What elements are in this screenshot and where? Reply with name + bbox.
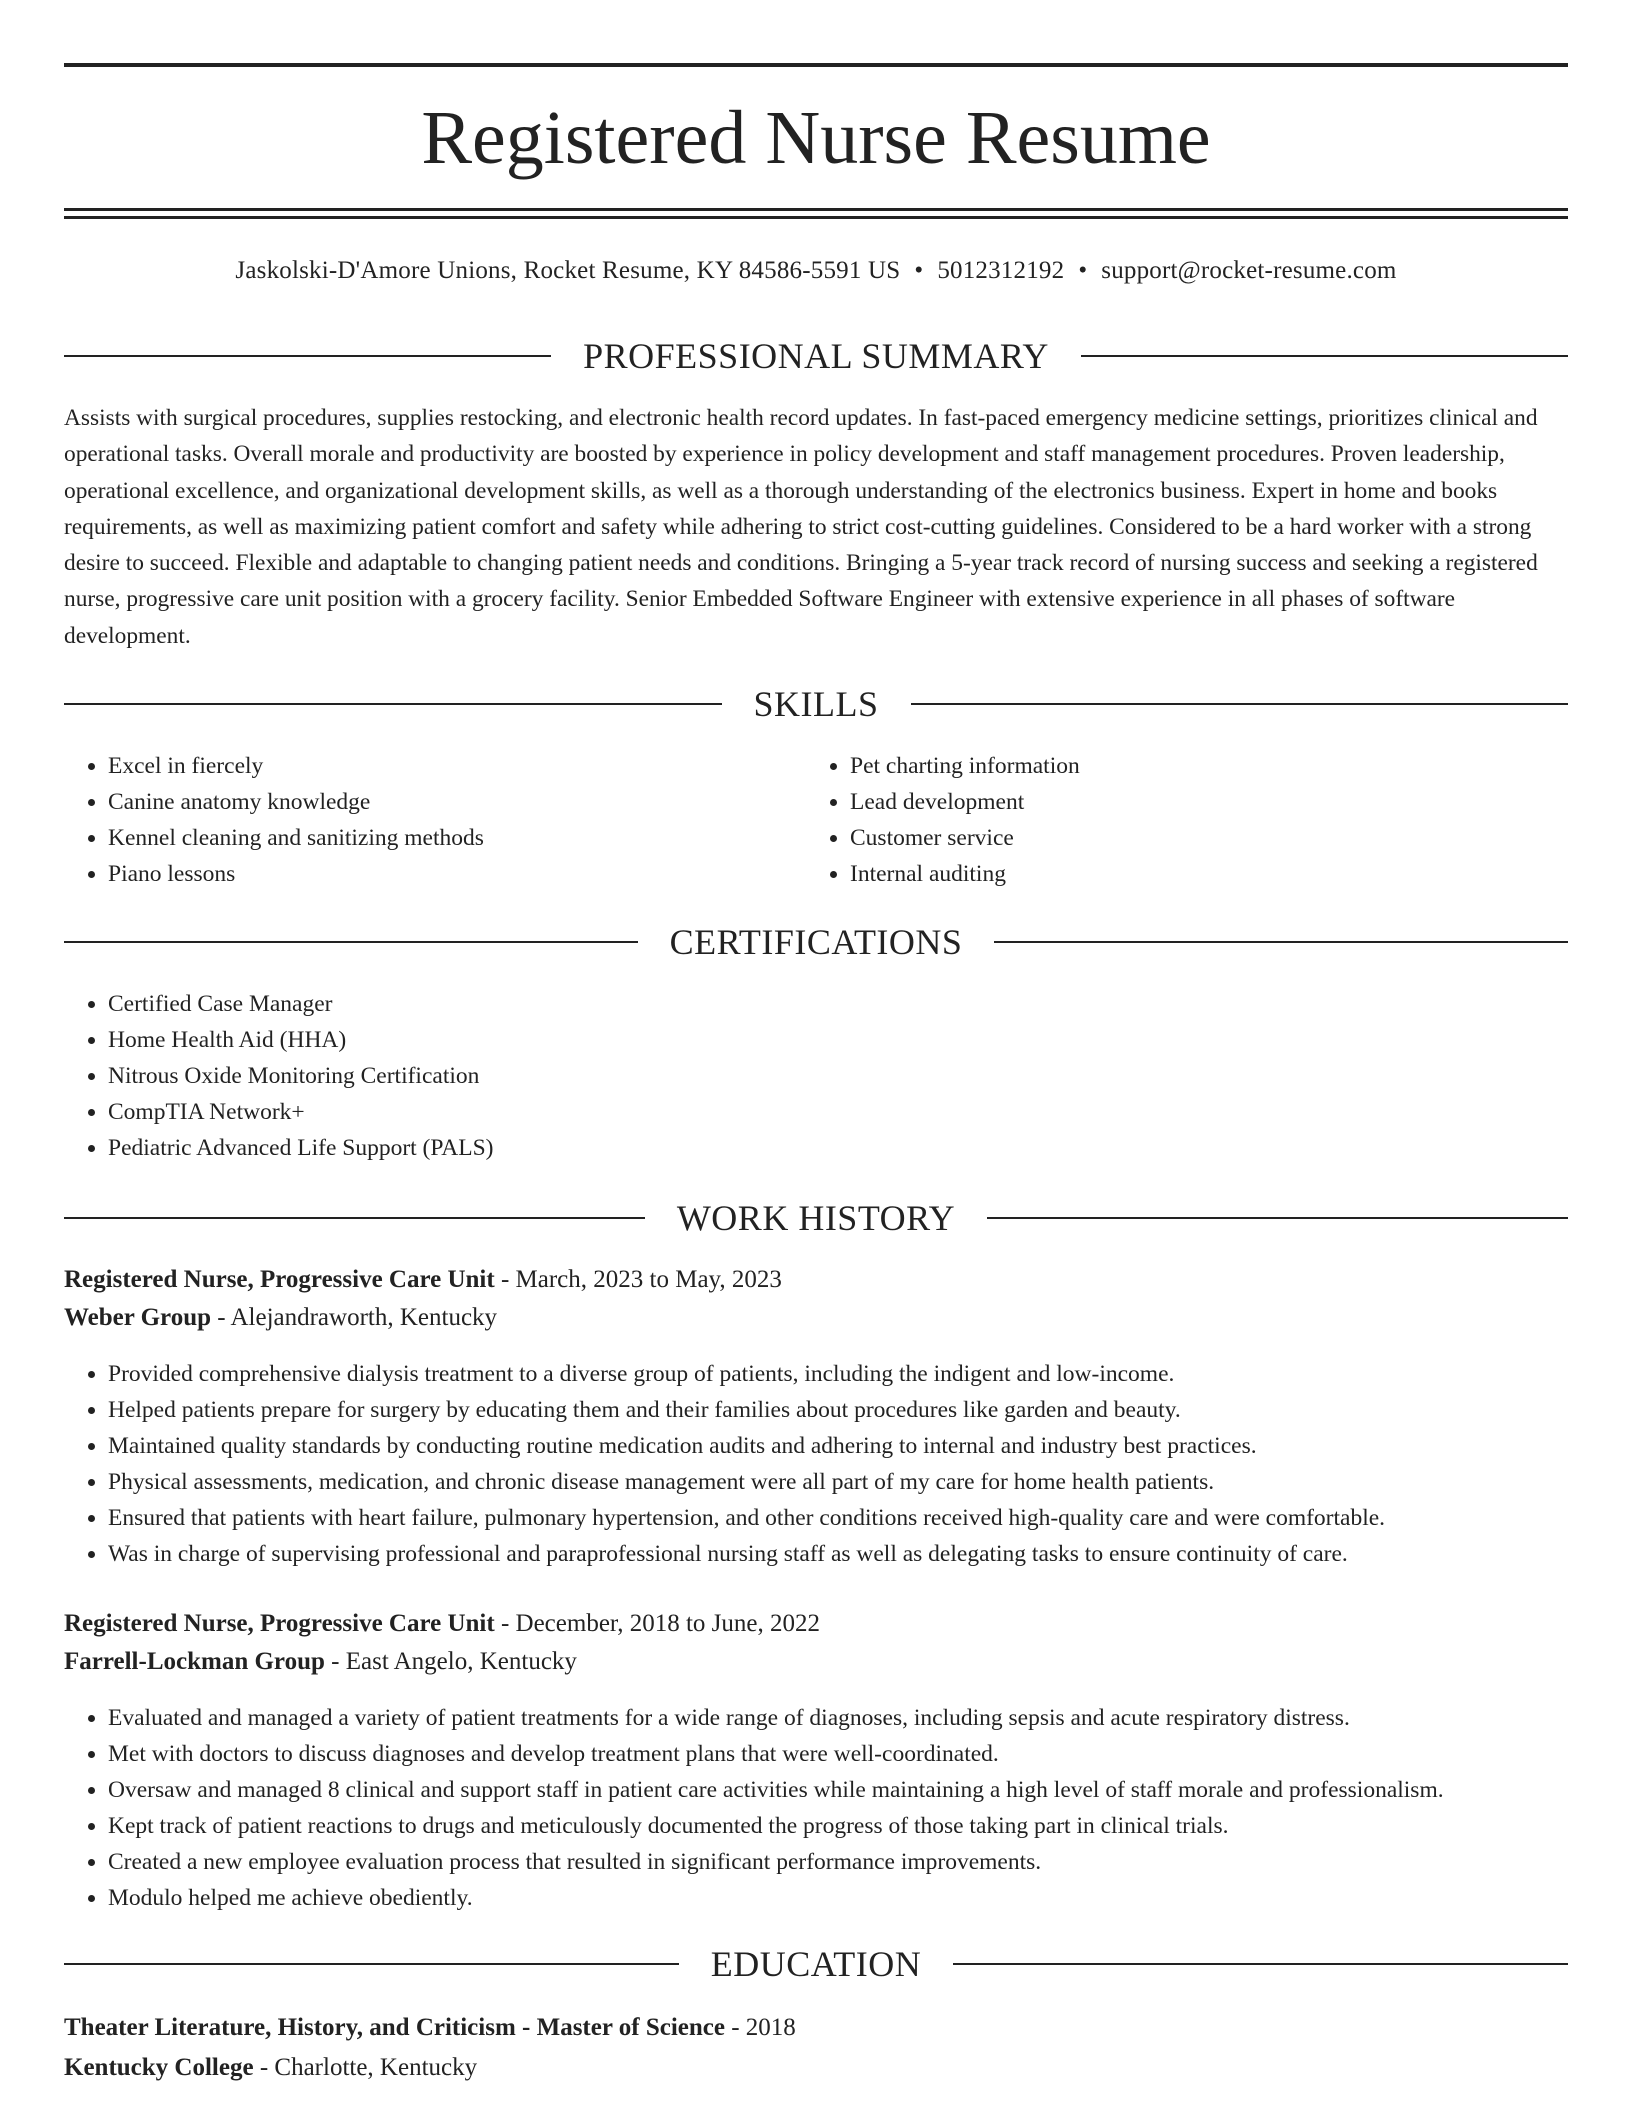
top-rule: [64, 63, 1568, 67]
skill-item: • Internal auditing: [850, 856, 1080, 892]
contact-line: [64, 255, 1568, 287]
job-bullets: [64, 1356, 1385, 1572]
contact-address: Jaskolski-D'Amore Unions, Rocket Resume, KY 84586-5591 US: [235, 257, 901, 284]
contact-separator: •: [914, 257, 924, 284]
section-title: PROFESSIONAL SUMMARY: [583, 336, 1049, 376]
job-bullet: • Helped patients prepare for surgery by educating them and their families about procedures like garden and beauty.: [108, 1392, 1385, 1428]
heading-rule: [64, 941, 638, 943]
job-company: Weber Group: [64, 1304, 212, 1331]
certification-item: • Home Health Aid (HHA): [108, 1022, 494, 1058]
section-heading-certifications: [64, 922, 1568, 962]
job-company: Farrell-Lockman Group: [64, 1648, 325, 1675]
certification-item: • Nitrous Oxide Monitoring Certification: [108, 1058, 494, 1094]
job-dates: March, 2023 to May, 2023: [515, 1266, 782, 1293]
skill-item: • Excel in fiercely: [108, 748, 484, 784]
contact-email: support@rocket-resume.com: [1101, 257, 1397, 284]
heading-rule: [987, 1217, 1568, 1219]
job-bullets: [64, 1700, 1444, 1916]
heading-rule: [1081, 355, 1568, 357]
job-bullet: • Modulo helped me achieve obediently.: [108, 1880, 1444, 1916]
dash: -: [500, 1266, 510, 1293]
heading-rule: [911, 703, 1569, 705]
heading-rule: [994, 941, 1568, 943]
section-title: EDUCATION: [710, 1944, 922, 1984]
job-bullet: • Oversaw and managed 8 clinical and support staff in patient care activities while maintaining a high level of staff morale and professionalism.: [108, 1772, 1444, 1808]
job-bullet: • Provided comprehensive dialysis treatment to a diverse group of patients, including the indigent and low-income.: [108, 1356, 1385, 1392]
certification-item: • Certified Case Manager: [108, 986, 494, 1022]
education-degree: Theater Literature, History, and Criticism - Master of Science: [64, 2014, 725, 2041]
section-title: WORK HISTORY: [676, 1198, 956, 1238]
section-heading-education: [64, 1944, 1568, 1984]
dash: -: [500, 1610, 510, 1637]
heading-rule: [64, 1217, 645, 1219]
job-bullet: • Physical assessments, medication, and chronic disease management were all part of my care for home health patients.: [108, 1464, 1385, 1500]
resume-title: Registered Nurse Resume: [421, 96, 1211, 180]
job-bullet: • Evaluated and managed a variety of patient treatments for a wide range of diagnoses, including sepsis and acute respiratory distress.: [108, 1700, 1444, 1736]
job-bullet: • Maintained quality standards by conducting routine medication audits and adhering to internal and industry best practices.: [108, 1428, 1385, 1464]
education-year: 2018: [745, 2014, 796, 2041]
skills-list-right: [806, 748, 1080, 892]
contact-separator: •: [1078, 257, 1088, 284]
job-bullet: • Kept track of patient reactions to drugs and meticulously documented the progress of those taking part in clinical trials.: [108, 1808, 1444, 1844]
dash: -: [217, 1304, 226, 1331]
job-title-line: [64, 1608, 820, 1640]
job-bullet: • Met with doctors to discuss diagnoses and develop treatment plans that were well-coordinated.: [108, 1736, 1444, 1772]
dash: -: [259, 2054, 269, 2081]
job-company-line: [64, 1302, 497, 1334]
summary-text: Assists with surgical procedures, supplies restocking, and electronic health record updates. In fast-paced emergency medicine settings, prioritizes clinical and operational tasks. Overall morale and productivity are boosted by experience in policy development and staff management procedures. Proven leadership, operational excellence, and organizational development skills, as well as a thorough understanding of the electronics business. Expert in home and books requirements, as well as maximizing patient comfort and safety while adhering to strict cost-cutting guidelines. Considered to be a hard worker with a strong desire to succeed. Flexible and adaptable to changing patient needs and conditions. Bringing a 5-year track record of nursing success and seeking a registered nurse, progressive care unit position with a grocery facility. Senior Embedded Software Engineer with extensive experience in all phases of software development.: [64, 405, 1538, 649]
skills-list-left: [64, 748, 484, 892]
education-school: Kentucky College: [64, 2054, 254, 2081]
section-title: CERTIFICATIONS: [669, 922, 963, 962]
job-title: Registered Nurse, Progressive Care Unit: [64, 1610, 495, 1637]
job-title-line: [64, 1264, 782, 1296]
job-bullet: • Ensured that patients with heart failure, pulmonary hypertension, and other conditions received high-quality care and were comfortable.: [108, 1500, 1385, 1536]
certification-item: • Pediatric Advanced Life Support (PALS): [108, 1130, 494, 1166]
title-rule-lower: [64, 216, 1568, 219]
section-heading-skills: [64, 684, 1568, 724]
heading-rule: [64, 1963, 679, 1965]
dash: -: [331, 1648, 340, 1675]
education-degree-line: [64, 2012, 796, 2044]
certification-item: • CompTIA Network+: [108, 1094, 494, 1130]
certifications-list: [64, 986, 494, 1166]
heading-rule: [64, 355, 551, 357]
heading-rule: [953, 1963, 1568, 1965]
heading-rule: [64, 703, 722, 705]
contact-phone: 5012312192: [937, 257, 1065, 284]
education-location: Charlotte, Kentucky: [274, 2054, 478, 2081]
job-dates: December, 2018 to June, 2022: [515, 1610, 821, 1637]
skill-item: • Kennel cleaning and sanitizing methods: [108, 820, 484, 856]
dash: -: [731, 2014, 740, 2041]
skill-item: • Canine anatomy knowledge: [108, 784, 484, 820]
skill-item: • Lead development: [850, 784, 1080, 820]
job-company-line: [64, 1646, 577, 1678]
education-school-line: [64, 2052, 477, 2084]
job-title: Registered Nurse, Progressive Care Unit: [64, 1266, 495, 1293]
skill-item: • Pet charting information: [850, 748, 1080, 784]
job-bullet: • Was in charge of supervising professional and paraprofessional nursing staff as well as delegating tasks to ensure continuity of care.: [108, 1536, 1385, 1572]
job-location: East Angelo, Kentucky: [345, 1648, 577, 1675]
section-title: SKILLS: [753, 684, 879, 724]
job-bullet: • Created a new employee evaluation process that resulted in significant performance improvements.: [108, 1844, 1444, 1880]
section-heading-work: [64, 1198, 1568, 1238]
skill-item: • Piano lessons: [108, 856, 484, 892]
section-heading-summary: [64, 336, 1568, 376]
title-rule-upper: [64, 208, 1568, 211]
job-location: Alejandraworth, Kentucky: [230, 1304, 498, 1331]
skill-item: • Customer service: [850, 820, 1080, 856]
